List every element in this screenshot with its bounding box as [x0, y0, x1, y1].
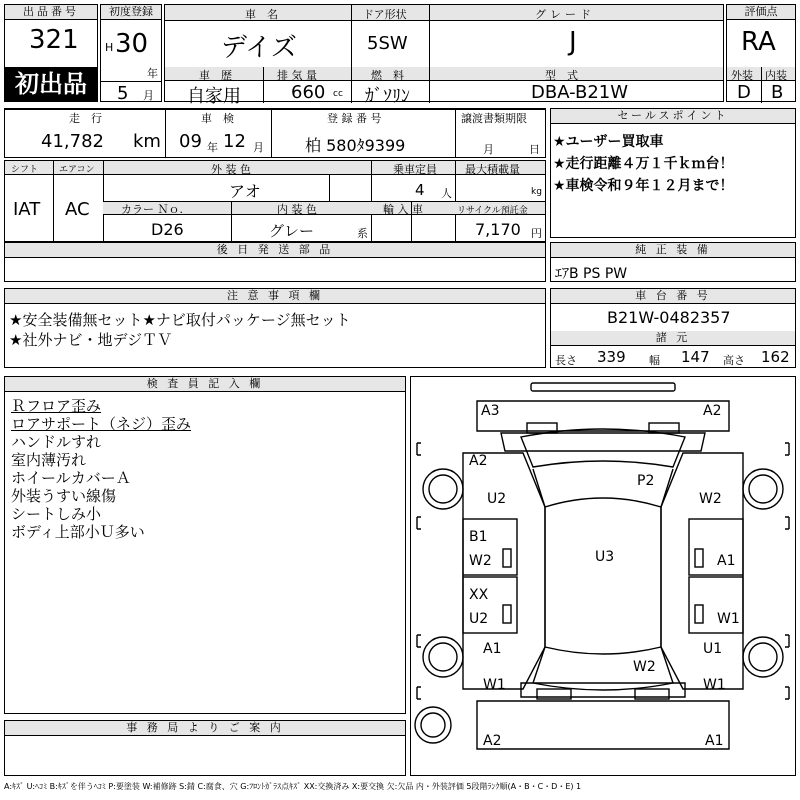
- mark-b1: B1: [469, 529, 488, 545]
- car-diagram: [410, 376, 796, 776]
- int-color-value: グレー: [269, 222, 315, 240]
- legend-text: A:ｷｽﾞ U:ﾍｺﾐ B:ｷｽﾞを伴うﾍｺﾐ P:要塗装 W:補修跡 S:錆 C:腐食、穴 G:ﾌﾛﾝﾄｶﾞﾗｽ点ｷｽﾞ XX:交換済み X:要交換 欠:欠品 内・外装評価 5段階ﾗﾝｸ順(A・B・C・D・E) 1: [4, 782, 582, 791]
- color-no-label: カラー Ｎｏ.: [121, 203, 183, 216]
- int-color-label: 内 装 色: [277, 203, 317, 216]
- ac-label: エアコン: [59, 165, 95, 175]
- inspect-year-unit: 年: [207, 141, 218, 154]
- mark-w2-left: W2: [469, 553, 492, 569]
- length-label: 長さ: [555, 354, 577, 367]
- first-reg-label: 初度登録: [101, 5, 161, 20]
- int-label: 内装: [765, 69, 787, 82]
- height-value: 162: [761, 348, 790, 366]
- mark-w1-right: W1: [717, 611, 740, 627]
- mark-p2: P2: [637, 473, 655, 489]
- mark-a2-left: A2: [469, 453, 488, 469]
- width-label: 幅: [649, 354, 660, 367]
- notes-line: ★社外ナビ・地デジＴＶ: [9, 331, 173, 349]
- inspect-label: 車 検: [201, 112, 234, 125]
- lot-box: [4, 4, 98, 102]
- mark-u1: U1: [703, 641, 723, 657]
- transfer-label: 譲渡書類期限: [461, 112, 527, 125]
- car-info-box: [164, 4, 724, 107]
- inspector-line: Ｒフロア歪み: [11, 397, 102, 415]
- fuel-label: 燃 料: [371, 69, 404, 82]
- chassis-box: [550, 288, 796, 368]
- era-value: H: [105, 41, 114, 54]
- mark-u2-left: U2: [487, 491, 507, 507]
- mark-u2-left-rear: U2: [469, 611, 489, 627]
- office-label: 事 務 局 よ り ご 案 内: [5, 721, 405, 736]
- spec-box: [4, 160, 546, 242]
- sales-points-label: セールスポイント: [551, 109, 795, 124]
- lot-number: 321: [29, 25, 79, 55]
- door-value: 5SW: [367, 33, 408, 54]
- inspect-year: 09: [179, 131, 202, 152]
- sales-points-box: [550, 108, 796, 238]
- mark-a1-left: A1: [483, 641, 502, 657]
- history-label: 車 歴: [199, 69, 232, 82]
- first-reg-box: [100, 4, 162, 102]
- month-value: 5: [117, 83, 129, 104]
- score-label: 評価点: [727, 5, 795, 20]
- grade-label: グレード: [535, 8, 595, 21]
- door-label: ドア形状: [363, 8, 407, 21]
- ext-color-value: アオ: [229, 182, 261, 201]
- height-label: 高さ: [723, 354, 745, 367]
- later-parts-box: [4, 242, 546, 282]
- dims-label: 諸 元: [551, 331, 795, 346]
- ext-color-label: 外 装 色: [211, 163, 251, 176]
- later-parts-label: 後 日 発 送 部 品: [5, 243, 545, 258]
- recycle-label: リサイクル預託金: [457, 206, 528, 216]
- score-value: RA: [741, 27, 776, 57]
- mark-w1-right-rear: W1: [703, 677, 726, 693]
- inspect-month: 12: [223, 131, 246, 152]
- notes-line: ★安全装備無セット★ナビ取付パッケージ無セット: [9, 311, 351, 329]
- transfer-day: 日: [529, 143, 540, 156]
- equipment-value: ｴｱB PS PW: [555, 266, 628, 282]
- length-value: 339: [597, 348, 626, 366]
- load-label: 最大積載量: [465, 163, 520, 176]
- load-unit: kg: [531, 187, 542, 197]
- recycle-value: 7,170: [475, 220, 521, 239]
- car-name-value: デイズ: [221, 33, 297, 63]
- inspector-line: シートしみ小: [11, 505, 102, 523]
- mileage-box: [4, 108, 546, 158]
- inspect-month-unit: 月: [253, 141, 264, 154]
- inspector-line: 外装うすい線傷: [11, 487, 117, 505]
- chassis-value: B21W-0482357: [607, 308, 731, 327]
- disp-unit: cc: [333, 89, 343, 99]
- plate-value: 柏 580ﾀ9399: [305, 136, 406, 155]
- history-value: 自家用: [187, 86, 241, 107]
- width-value: 147: [681, 348, 710, 366]
- capacity-unit: 人: [441, 187, 452, 200]
- int-value: B: [771, 82, 784, 103]
- inspector-line: ハンドルすれ: [11, 433, 102, 451]
- ext-label: 外装: [731, 69, 753, 82]
- score-box: [726, 4, 796, 102]
- color-no-value: D26: [151, 220, 184, 239]
- mark-a1-right: A1: [717, 553, 736, 569]
- mark-a2-rear-left: A2: [483, 733, 502, 749]
- capacity-label: 乗車定員: [393, 163, 437, 176]
- inspector-line: ホイールカバーＡ: [11, 469, 131, 487]
- recycle-unit: 円: [531, 227, 542, 240]
- ac-value: AC: [65, 199, 90, 220]
- mileage-value: 41,782: [41, 131, 104, 152]
- mileage-unit: km: [133, 131, 161, 152]
- disp-value: 660: [291, 82, 326, 103]
- inspector-line: 室内薄汚れ: [11, 451, 87, 469]
- disp-label: 排 気 量: [277, 69, 317, 82]
- sales-point-item: ★走行距離４万１千ｋｍ台！: [553, 156, 734, 172]
- mark-w2-right: W2: [699, 491, 722, 507]
- inspector-box: [4, 376, 406, 714]
- model-label: 型 式: [545, 69, 578, 82]
- shift-label: シフト: [11, 165, 39, 175]
- shift-value: IAT: [13, 199, 41, 220]
- int-color-unit: 系: [357, 227, 368, 240]
- first-listing-badge: 初出品: [5, 67, 97, 101]
- chassis-label: 車 台 番 号: [551, 289, 795, 304]
- mark-xx: XX: [469, 587, 489, 603]
- capacity-value: 4: [415, 181, 425, 199]
- mileage-label: 走 行: [69, 112, 102, 125]
- equipment-box: [550, 242, 796, 282]
- car-body-diagram: [411, 377, 795, 775]
- fuel-value: ｶﾞｿﾘﾝ: [365, 86, 410, 107]
- sales-point-item: ★車検令和９年１２月まで！: [553, 178, 734, 194]
- year-unit: 年: [147, 67, 158, 80]
- notes-label: 注 意 事 項 欄: [5, 289, 545, 304]
- inspector-label: 検 査 員 記 入 欄: [5, 377, 405, 392]
- model-value: DBA-B21W: [531, 82, 629, 103]
- import-label: 輸 入 車: [383, 203, 423, 216]
- grade-value: J: [569, 27, 577, 57]
- office-box: [4, 720, 406, 776]
- notes-box: [4, 288, 546, 368]
- ext-value: D: [737, 82, 751, 103]
- inspector-line: ボディ上部小Ｕ多い: [11, 523, 145, 541]
- lot-label: 出品番号: [5, 5, 97, 20]
- inspector-line: ロアサポート（ネジ）歪み: [11, 415, 192, 433]
- mark-a2-front-right: A2: [703, 403, 722, 419]
- month-unit: 月: [143, 89, 154, 102]
- mark-u3: U3: [595, 549, 615, 565]
- mark-a1-rear-right: A1: [705, 733, 724, 749]
- transfer-month: 月: [483, 143, 494, 156]
- plate-label: 登 録 番 号: [327, 112, 382, 125]
- mark-w1-left: W1: [483, 677, 506, 693]
- year-value: 30: [115, 29, 149, 59]
- car-name-label: 車 名: [245, 8, 278, 21]
- mark-a3-front-left: A3: [481, 403, 500, 419]
- mark-w2-center: W2: [633, 659, 656, 675]
- sales-point-item: ★ユーザー買取車: [553, 134, 664, 150]
- equipment-label: 純 正 装 備: [551, 243, 795, 258]
